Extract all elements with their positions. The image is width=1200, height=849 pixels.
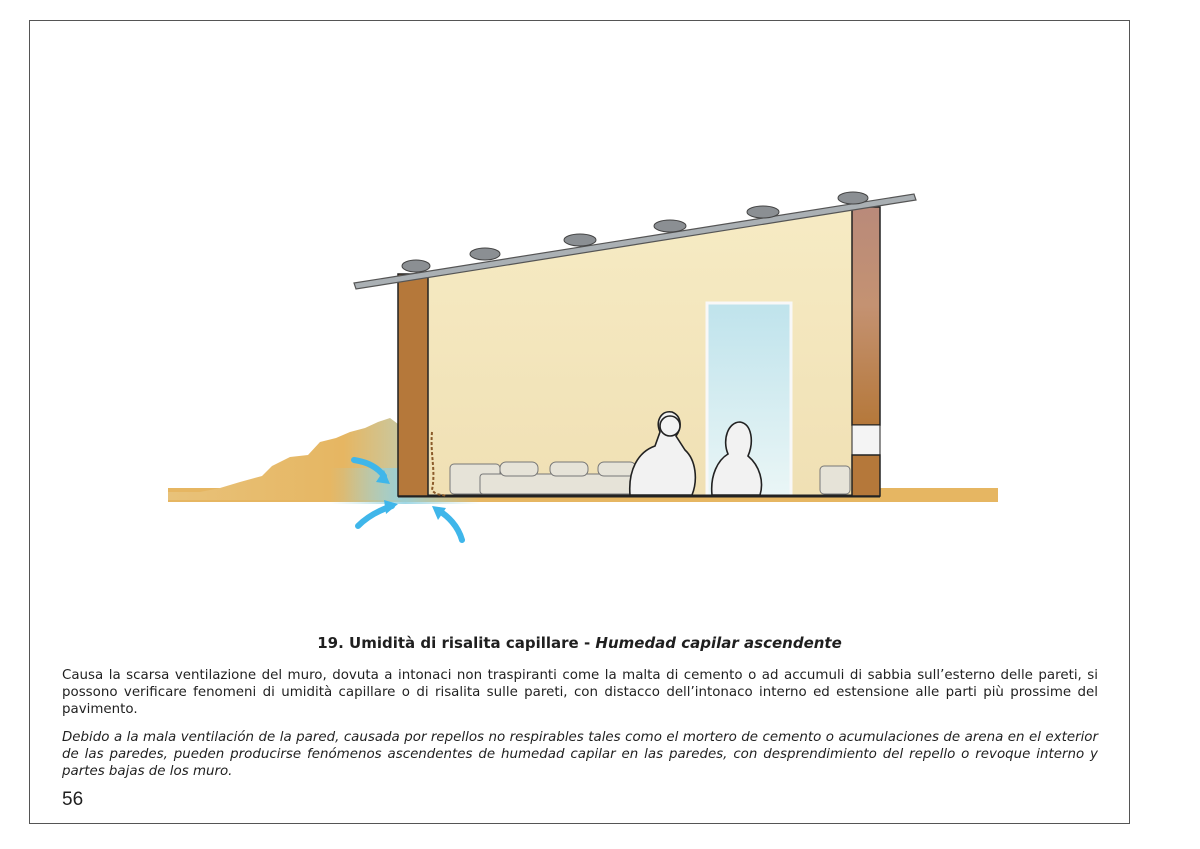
caption-title-spanish: Humedad capilar ascendente [595, 634, 842, 652]
house-cross-section-illustration [140, 170, 1040, 570]
right-wall-lower [852, 455, 880, 496]
right-wall-upper [852, 207, 880, 425]
caption-title [29, 634, 1130, 652]
page-number: 56 [62, 789, 84, 810]
caption-title-italian: 19. Umidità di risalita capillare - [317, 634, 596, 652]
paragraph-italian: Causa la scarsa ventilazione del muro, dovuta a intonaci non traspiranti come la malta di cemento o ad accumuli di sabbia sull’esterno delle pareti, si possono verificare fenomeni di umidità capillare o di risalita sulle pareti, con distacco dell’intonaco interno ed estensione alle parti più prossime del pavimento. [62, 668, 1098, 717]
left-wall [398, 274, 428, 496]
paragraph-spanish: Debido a la mala ventilación de la pared, causada por repellos no respirables tales como el mortero de cemento o acumulaciones de arena en el exterior de las paredes, pueden producirse fenómenos ascendentes de humedad capilar en las paredes, con desprendimiento del repello o revoque interno y partes bajas de los muro. [62, 730, 1098, 779]
window-opening [852, 425, 880, 455]
